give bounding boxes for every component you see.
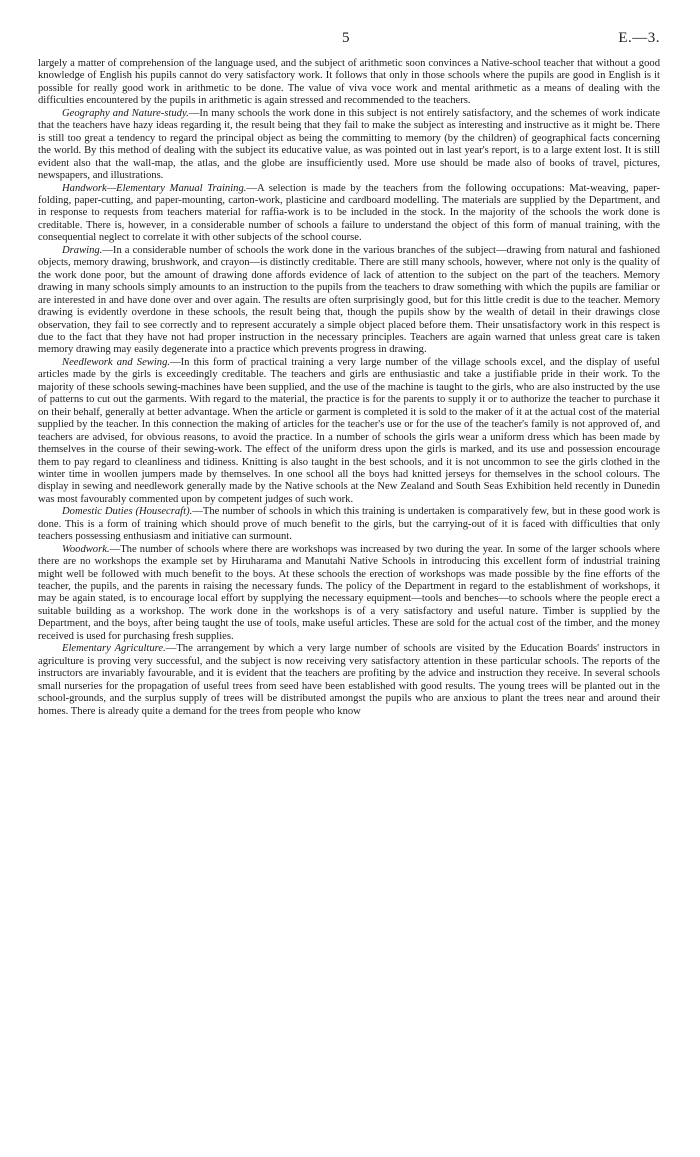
paragraph-agriculture xyxy=(38,643,660,718)
paragraph-arithmetic xyxy=(38,58,660,108)
document-reference: E.—3. xyxy=(618,30,660,46)
body-text xyxy=(38,58,660,718)
paragraph-heading: Elementary Agriculture. xyxy=(62,643,166,655)
paragraph-geography xyxy=(38,108,660,183)
paragraph-text: —The number of schools in which this training is undertaken is comparatively few, but in these good work is done. This is a form of training which should prove of much benefit to the girls, but the carrying-out of it is faced with difficulties that only teachers possessing enthusiasm and initiative can surmount. xyxy=(38,506,660,543)
paragraph-heading: Geography and Nature-study. xyxy=(62,107,189,119)
paragraph-woodwork xyxy=(38,544,660,644)
paragraph-text: —The number of schools where there are workshops was increased by two during the year. In some of the larger schools where there are no workshops the example set by Hiruharama and Manutahi Native Schools in introducing this excellent form of industrial training might well be followed with much benefit to the boys. At these schools the erection of workshops was made possible by the fine efforts of the teacher, the pupils, and the parents in raising the necessary funds. The policy of the Department in regard to the establishment of workshops, it may be again stated, is to encourage local effort by supplying the necessary equipment—tools and benches—to schools where the people erect a suitable building as a workshop. The work done in the workshops is of a very satisfactory and useful nature. Timber is supplied by the Department, and the boys, after being taught the use of tools, make useful articles. These are sold for the actual cost of the timber, and the money received is used for purchasing fresh supplies. xyxy=(38,543,660,642)
paragraph-drawing xyxy=(38,245,660,357)
paragraph-heading: Drawing. xyxy=(62,244,103,256)
paragraph-heading: Woodwork. xyxy=(62,543,110,555)
paragraph-text: —In this form of practical training a very large number of the village schools excel, and the display of useful articles made by the girls is exceedingly creditable. The teachers and girls are enthusiastic and take a justifiable pride in their work. To the majority of these schools sewing-machines have been supplied, and the use of the machine is taught to the girls, who are also instructed by the use of patterns to cut out the garments. With regard to the material, the practice is for the parents to supply it or to authorize the teacher to purchase it on their behalf, generally at better advantage. When the article or garment is completed it is sold to the maker of it at the actual cost of the material supplied by the teacher. In this connection the making of articles for the teacher's use or for the use of the teacher's family is not approved of, and teachers are advised, for obvious reasons, to avoid the practice. In a number of schools the girls wear a uniform dress which has been made by themselves in the course of their sewing-work. The effect of the uniform dress upon the girls is marked, and its use and possession encourage them to pay regard to cleanliness and tidiness. Knitting is also taught in the best schools, and it is not uncommon to see the girls clothed in the winter time in woollen jumpers made by themselves. In one school all the boys had knitted jerseys for themselves in the school colours. The display in sewing and needlework generally made by the Native schools at the New Zealand and South Seas Exhibition held recently in Dunedin was most favourably commented upon by competent judges of such work. xyxy=(38,356,660,505)
paragraph-handwork xyxy=(38,183,660,245)
paragraph-needlework xyxy=(38,357,660,506)
paragraph-text: —In a considerable number of schools the work done in the various branches of the subject—drawing from natural and fashioned objects, memory drawing, brushwork, and crayon—is distinctly creditable. There are still many schools, however, where not only is the quality of the work done poor, but the amount of drawing done affords evidence of lack of attention to the subject on the part of the teachers. Memory drawing in many schools simply amounts to an instruction to the pupils from the teachers to draw something with which the pupils are familiar or are interested in and have done over and over again. The results are often surprisingly good, but for this little credit is due to the teacher. Memory drawing is evidently overdone in these schools, the result being that, though the pupils show by the wealth of detail in their drawings close observation, they fail to see correctly and to represent accurately a simple object placed before them. Their unsatisfactory work in this respect is due to the fact that they have not had proper instruction in the necessary principles. Teachers are again warned that unless great care is taken memory drawing may easily degenerate into a practice which prevents progress in drawing. xyxy=(38,244,660,356)
paragraph-text: —The arrangement by which a very large number of schools are visited by the Education Boards' instructors in agriculture is proving very successful, and the subject is now receiving very satisfactory attention in these particular schools. The reports of the instructors are invariably favourable, and it is evident that the teachers are profiting by the advice and instruction they receive. In several schools small nurseries for the propagation of useful trees from seed have been established with good results. The young trees will be planted out in the school-grounds, and the surplus supply of trees will be distributed amongst the pupils who are anxious to plant the trees near and around their homes. There is already quite a demand for the trees from people who know xyxy=(38,643,661,717)
paragraph-text: —A selection is made by the teachers from the following occupations: Mat-weaving, paper-folding, paper-cutting, and paper-mounting, carton-work, plasticine and cardboard modelling. The materials are supplied by the Department, and in response to requests from teachers material for raffia-work is to be included in the stock. In the majority of the schools the work done is creditable. There is, however, in a considerable number of schools a failure to understand the object of this form of manual training, with the consequential neglect to correlate it with other subjects of the school course. xyxy=(38,182,660,244)
paragraph-heading: Domestic Duties (Housecraft). xyxy=(62,506,193,518)
paragraph-text: —In many schools the work done in this subject is not entirely satisfactory, and the schemes of work indicate that the teachers have hazy ideas regarding it, the result being that they fail to make the subject as interesting and instructive as it might be. There is still too great a tendency to regard the principal object as being the committing to memory (by the children) of geographical facts concerning the world. By this method of dealing with the subject its educative value, as was pointed out in last year's report, is to a large extent lost. It is still evident also that the wall-map, the atlas, and the globe are insufficiently used. More use should be made also of books of travel, pictures, newspapers, and illustrations. xyxy=(38,107,660,182)
paragraph-heading: Handwork—Elementary Manual Training. xyxy=(62,182,247,194)
page-number: 5 xyxy=(342,30,350,46)
paragraph-text: largely a matter of comprehension of the language used, and the subject of arithmetic soon convinces a Native-school teacher that without a good knowledge of English his pupils cannot do very satisfactory work. It follows that only in those schools where the pupils are good in English is it possible for really good work in arithmetic to be done. The value of viva voce work and mental arithmetic as a means of dealing with the difficulties encountered by the pupils in arithmetic is again stressed and recommended to the teachers. xyxy=(38,58,660,107)
paragraph-domestic-duties xyxy=(38,506,660,543)
paragraph-heading: Needlework and Sewing. xyxy=(62,356,171,368)
